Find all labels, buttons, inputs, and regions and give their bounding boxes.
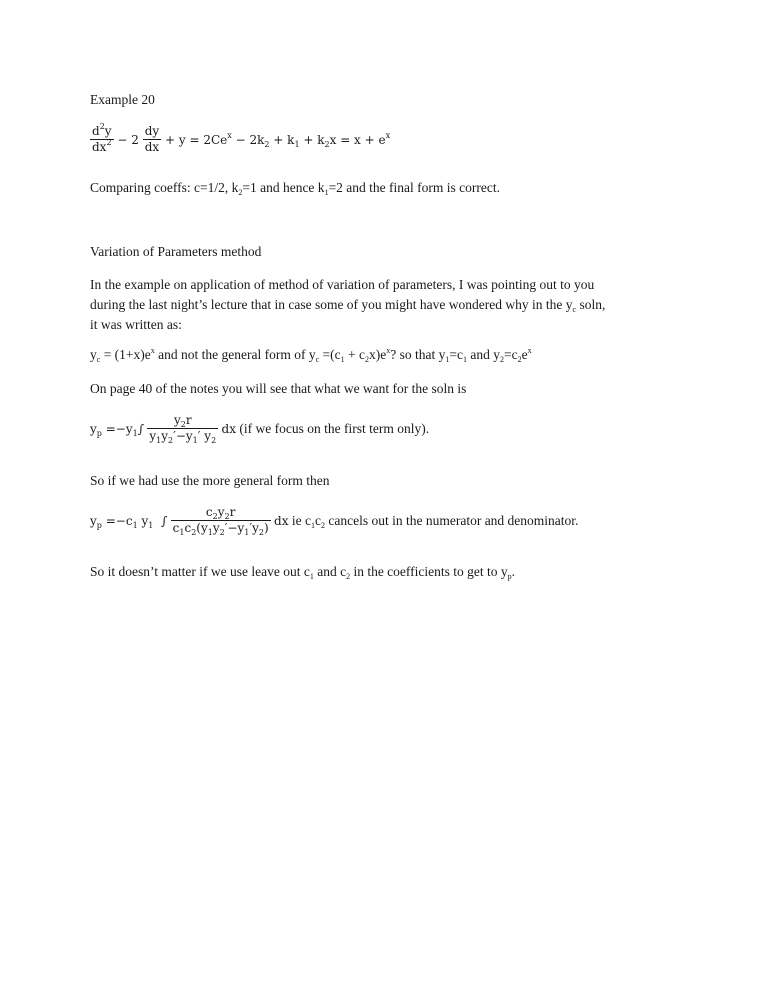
general-form-text: So if we had use the more general form then xyxy=(90,473,330,488)
example-title: Example 20 xyxy=(90,92,155,107)
equation-yp-general: $y_p =-c_1$ $y_1$ ∫ $\frac{c_2y_2r}{c_1c_2(y_1y_2'-y_1'y_2)}$ dx ie $c_1c_2$ cancels out in the numerator and denominator. xyxy=(90,505,579,537)
equation-yp-first-term: $y_p =-y_1\int$ $\frac{y_2r}{y_1y_2'-y_1' y_2}$ dx (if we focus on the first term only). xyxy=(90,413,430,445)
fraction-general-wronskian: $\frac{c_2y_2r}{c_1c_2(y_1y_2'-y_1'y_2)}$ xyxy=(172,505,269,537)
paragraph-line-1: In the example on application of method of variation of parameters, I was pointing out to you xyxy=(90,277,595,292)
paragraph-line-3: it was written as: xyxy=(90,317,182,332)
final-conclusion-text: So it doesn’t matter if we use leave out $c_1$ and $c_2$ in the coefficients to get to $y_p$. xyxy=(90,564,516,581)
page40-text: On page 40 of the notes you will see that what we want for the soln is xyxy=(90,381,467,396)
yc-line: $y_c = (1+x)e^x$ and not the general form of $y_c =(c_1 + c_2x)e^x$? so that $y_1=c_1$ and $y_2=c_2e^x$ xyxy=(90,346,532,364)
section-title: Variation of Parameters method xyxy=(90,244,262,259)
fraction-d2y-dx2: $\frac{d^2y}{dx^2}$ xyxy=(92,122,112,154)
comparing-coeffs-text: Comparing coeffs: c=1/2, $k_2=1$ and hence $k_1=2$ and the final form is correct. xyxy=(90,180,500,197)
fraction-dy-dx: $\frac{dy}{dx}$ xyxy=(144,124,160,154)
cancels-comment: ie $c_1c_2$ cancels out in the numerator and denominator. xyxy=(291,512,579,530)
first-term-comment: (if we focus on the first term only). xyxy=(239,420,430,436)
equation-ode: $\frac{d^2y}{dx^2}$ − 2 $\frac{dy}{dx}$ + $y = 2Ce^x - 2k_2 + k_1 + k_2x = x + e^x$ xyxy=(92,122,391,154)
fraction-y2r-wronskian: $\frac{y_2r}{y_1y_2'-y_1' y_2}$ xyxy=(149,413,217,445)
paragraph-line-2: during the last night’s lecture that in case some of you might have wondered why in the $y_c$ soln, xyxy=(90,297,606,314)
